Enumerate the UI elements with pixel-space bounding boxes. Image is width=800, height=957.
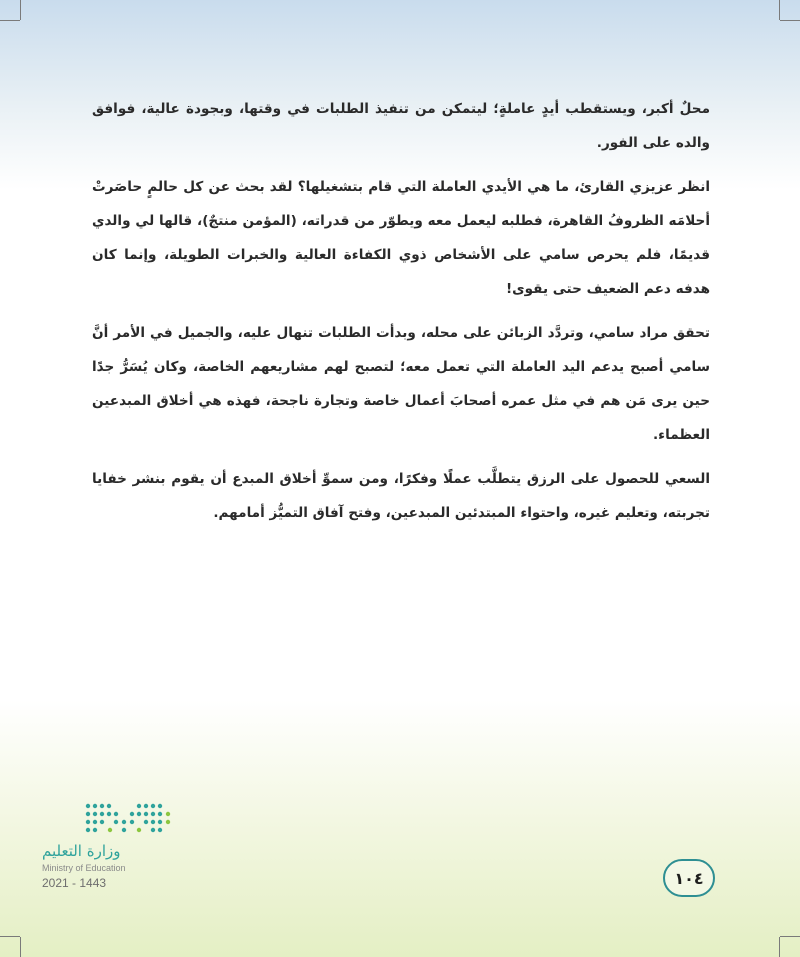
paragraph-1: محلٌ أكبر، ويستقطب أيدٍ عاملةٍ؛ ليتمكن من تنفيذ الطلبات في وقتها، وبجودة عالية، فوافق والده على الفور.: [92, 101, 710, 151]
paragraph-4: السعي للحصول على الرزق يتطلَّب عملًا وفكرًا، ومن سموِّ أخلاق المبدع أن يقوم بنشر خفايا تجربته، وتعليم غيره، واحتواء المبتدئين المبدعين، وفتح آفاق التميُّز أمامهم.: [92, 471, 710, 521]
crop-mark-top-left-h: [0, 20, 20, 21]
logo-name-english: Ministry of Education: [42, 863, 126, 873]
logo-year: 2021 - 1443: [42, 876, 107, 890]
crop-mark-bottom-left-h: [0, 936, 20, 937]
ministry-logo: [42, 800, 192, 895]
ministry-dots-logo-icon: [84, 800, 184, 840]
paragraph-3: تحقق مراد سامي، وتردَّد الزبائن على محله، وبدأت الطلبات تنهال عليه، والجميل في الأمر أنَّ سامي أصبح يدعم اليد العاملة التي تعمل معه؛ لتصبح لهم مشاريعهم الخاصة، وكان يُسَرُّ جدًا حين يرى مَن هم في مثل عمره أصحابَ أعمال خاصة وتجارة ناجحة، فهذه هي أخلاق المبدعين العظماء.: [92, 325, 710, 443]
crop-mark-bottom-left-v: [20, 937, 21, 957]
crop-mark-top-left-v: [20, 0, 21, 20]
crop-mark-top-right-v: [779, 0, 780, 20]
logo-name-arabic: وزارة التعليم: [42, 842, 121, 860]
crop-mark-top-right-h: [780, 20, 800, 21]
body-text: [92, 92, 710, 540]
crop-mark-bottom-right-v: [779, 937, 780, 957]
paragraph-2: انظر عزيزي القارئ، ما هي الأيدي العاملة التي قام بتشغيلها؟ لقد بحث عن كل حالمٍ حاصَرتْ أحلامَه الظروفُ القاهرة، فطلبه ليعمل معه ويطوّر من قدراته، (المؤمن منتجٌ)، قالها لي والدي قديمًا، فلم يحرص سامي على الأشخاص ذوي الكفاءة العالية والخبرات الطويلة، وإنما كان هدفه دعم الضعيف حتى يقوى!: [92, 179, 710, 297]
crop-mark-bottom-right-h: [780, 936, 800, 937]
page-number: ١٠٤: [663, 859, 715, 897]
